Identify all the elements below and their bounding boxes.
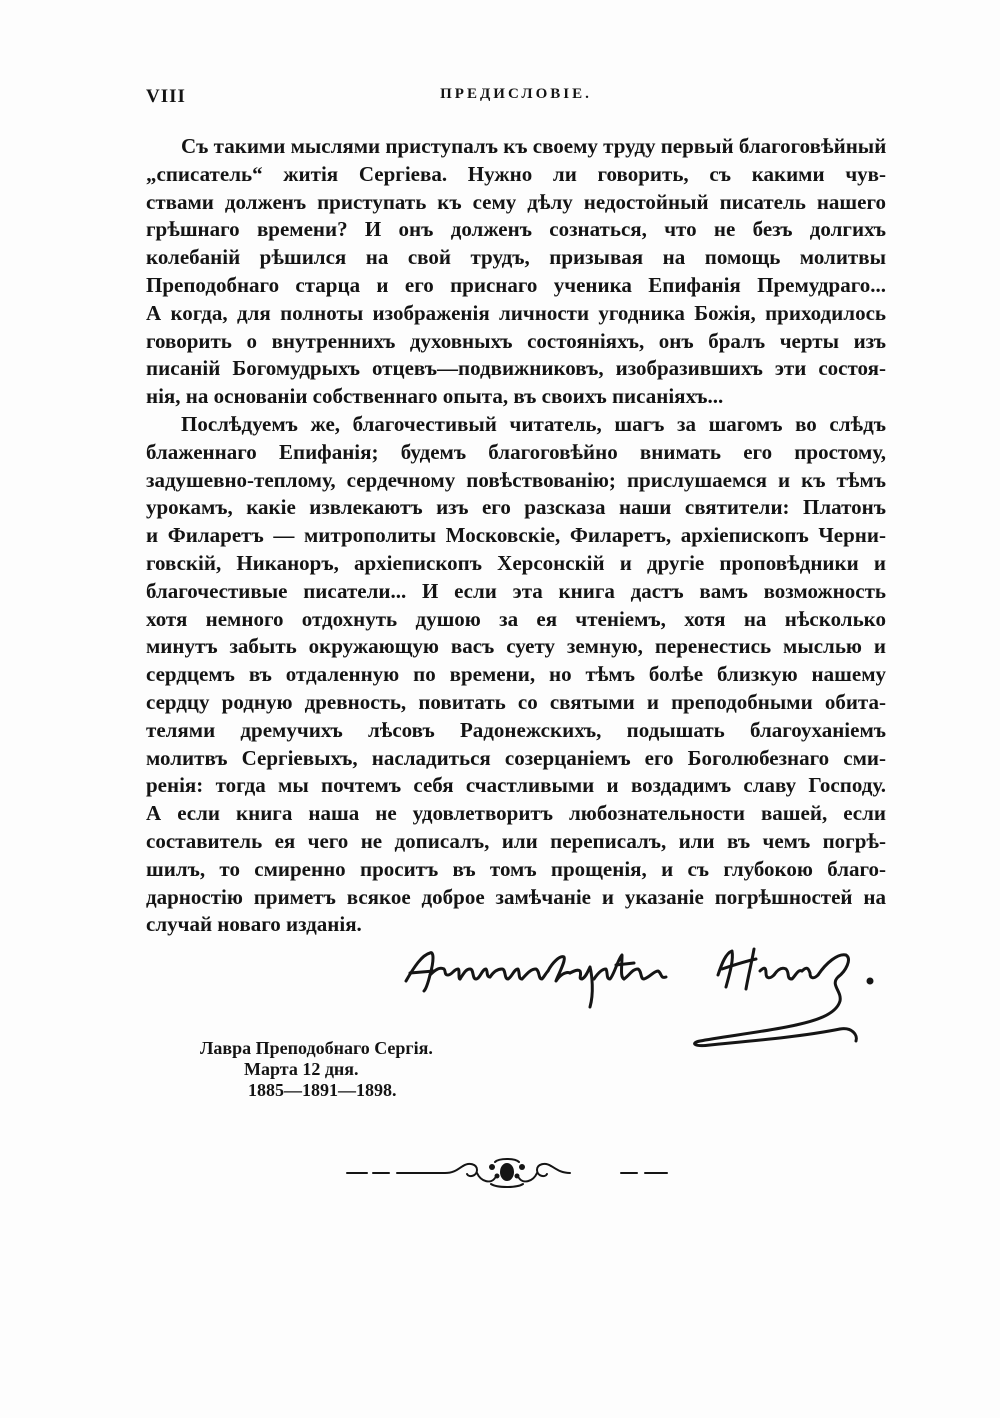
text-line: случай новаго изданія. [146,912,362,937]
text-line: Преподобнаго старца и его приснаго ученика Епифанія Премудраго... [146,272,886,297]
text-line: шилъ, то смиренно проситъ въ томъ прощенія, и съ глубокою благо- [146,856,886,881]
text-line: говорить о внутреннихъ духовныхъ состояніяхъ, онъ бралъ черты изъ [146,328,886,353]
text-line: колебаній рѣшился на свой трудъ, призывая на помощь молитвы [146,245,886,270]
text-line: говскій, Никаноръ, архіепископъ Херсонскій и другіе проповѣдники и [146,550,886,575]
place-date-block [190,1038,490,1101]
place-line: Лавра Преподобнаго Сергія. [200,1038,433,1058]
text-line: минутъ забыть окружающую васъ суету земную, перенестись мыслью и [146,634,886,659]
text-line: урокамъ, какіе извлекаютъ изъ его разсказа наши святители: Платонъ [146,495,886,520]
preface-body [146,133,886,939]
page-title: ПРЕДИСЛОВІЕ. [440,86,592,102]
running-head [146,86,886,110]
text-line: нія, на основаніи собственнаго опыта, въ своихъ писаніяхъ... [146,384,724,409]
text-line: составитель ея чего не дописалъ, или переписалъ, или въ чемъ погрѣ- [146,828,886,853]
text-line: дарностію приметъ всякое доброе замѣчаніе и указаніе погрѣшностей на [146,884,886,909]
text-line: грѣшнаго времени? И онъ долженъ сознаться, что не безъ долгихъ [146,217,886,242]
text-line: молитвъ Сергіевыхъ, насладиться созерцаніемъ его Боголюбезнаго сми- [146,745,886,770]
text-line: сердцу родную древность, повитать со святыми и преподобными обита- [146,689,886,714]
text-line: Съ такими мыслями приступалъ къ своему труду первый благоговѣйный [181,134,886,158]
text-line: сердцемъ въ отдаленную по времени, но тѣмъ болѣе близкую нашему [146,662,886,687]
text-line: задушевно-теплому, сердечному повѣствованію; прислушаемся и къ тѣмъ [146,467,886,492]
fleuron-ornament-icon [345,1156,670,1190]
text-line: „списатель“ житія Сергіева. Нужно ли говорить, съ какими чув- [146,161,886,186]
text-line: телями дремучихъ лѣсовъ Радонежскихъ, подышать благоуханіемъ [146,717,886,742]
text-line: А когда, для полноты изображенія личности угодника Божія, приходилось [146,300,886,325]
text-line: хотя немного отдохнуть душою за ея чтеніемъ, хотя на нѣсколько [146,606,886,631]
text-line: писаній Богомудрыхъ отцевъ—подвижниковъ, изобразившихъ эти состоя- [146,356,886,381]
years-line: 1885—1891—1898. [248,1080,397,1100]
text-line: ренія: тогда мы почтемъ себя счастливыми и воздадимъ славу Господу. [146,773,886,798]
text-line: А если книга наша не удовлетворитъ любознательности вашей, если [146,801,886,826]
page-number: VIII [146,86,186,107]
text-line: Послѣдуемъ же, благочестивый читатель, шагъ за шагомъ во слѣдъ [181,411,886,436]
date-line: Марта 12 дня. [244,1059,359,1079]
text-line: блаженнаго Епифанія; будемъ благоговѣйно внимать его простому, [146,439,886,464]
text-line: благочестивые писатели... И если эта книга дастъ вамъ возможность [146,578,886,603]
text-line: и Филаретъ — митрополиты Московскіе, Филаретъ, архіепископъ Черни- [146,523,886,548]
text-line: ствами долженъ приступать къ сему дѣлу недостойный писатель нашего [146,189,886,214]
